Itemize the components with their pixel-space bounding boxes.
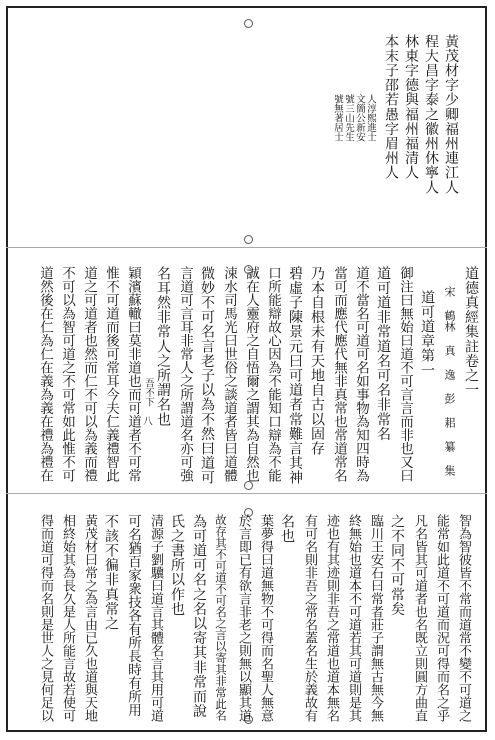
text-column: 誠在人靈府之自悟爾之謂其為自然也 (243, 266, 259, 482)
text-column: 穎濱蘇轍曰莫非道也而可道者不可常 (125, 266, 141, 482)
text-column: 言道可言耳非常人之所謂道名亦可強 (177, 266, 193, 482)
text-column: 凡名皆其可道者也名既立則圓方曲直 (412, 514, 427, 722)
commentator-note: 文簡公新安 (354, 94, 365, 142)
text-column: 御注曰無始曰道不可言言而非也又曰 (397, 266, 413, 482)
volume-title: 道德真經集註卷之一 (463, 266, 479, 398)
text-column: 氏之書所以作也 (169, 514, 185, 617)
text-column: 智為智彼皆不常而道常不變不可道之 (456, 514, 471, 722)
text-column: 道不當名可道可名如事物為知四時為 (353, 266, 369, 482)
text-column: 口所能辯故心因為不能知口辯為不能 (265, 266, 281, 482)
text-column: 名也 (279, 514, 295, 544)
text-column: 終無始也道本不可道若其可道則是其 (346, 514, 361, 722)
commentator-line: 程大昌字泰之徽州休寧人 (423, 34, 439, 195)
binding-hole-1 (244, 19, 253, 28)
text-column: 故存其不可道不可名之言以寄其非常此名 (214, 514, 228, 721)
text-column: 涑水司馬光曰世俗之談道者皆曰道體 (221, 266, 237, 482)
text-column: 微妙不可名言老子以為不然曰道可 (199, 266, 215, 485)
side-note: 八 (141, 416, 152, 426)
text-column: 迹也有其迹則非吾之常道也道本無名 (324, 514, 339, 722)
text-column: 當可而應代應代無非真常也常道常名 (331, 266, 347, 482)
compiler-line: 宋 鶴林 真 逸 彭 耜 纂 集 (443, 286, 456, 476)
binding-hole-2 (244, 235, 253, 244)
commentator-note: 號三山先生 (343, 94, 354, 142)
text-column: 碧虛子陳景元曰可道者常難言其神 (287, 266, 303, 485)
fold-line-1 (6, 247, 487, 248)
text-column: 於言即已有欲言非老之則無以顯其道 (236, 514, 251, 722)
commentator-note: 號無著居士 (332, 94, 343, 142)
text-column: 不可以為智可道之不可常如此惟不可 (59, 266, 75, 482)
text-column: 黃茂材曰常之為言由已久也道與天地 (82, 514, 97, 722)
text-column: 臨川王安石曰常者莊子謂無古無今無 (368, 514, 383, 722)
commentator-list (14, 34, 479, 234)
commentator-line: 黃茂材字少卿福州連江人 (443, 34, 459, 195)
text-column: 名耳然非常人之所謂名也 (155, 266, 171, 427)
text-column: 為可道可名之名以寄其非常而說 (191, 514, 207, 719)
text-column: 可名猶百家衆技各有所長時有所用 (125, 514, 141, 717)
chapter-one-text (14, 266, 479, 486)
chapter-title: 道可道章第一 (419, 290, 435, 378)
commentator-line: 林東字德與福州福清人 (403, 34, 419, 180)
text-column: 之不同不可常矣 (389, 514, 405, 617)
text-column: 道之可道者也然而仁不可以為義而禮 (81, 266, 97, 482)
text-column: 能常如此道不可道而況可得而名之乎 (434, 514, 449, 722)
text-column: 道然後在仁為仁在義為義在禮為禮在 (37, 266, 53, 482)
text-column: 葉夢得曰道無物不可得而名聖人無意 (258, 514, 273, 722)
text-column: 不該不徧非真常之 (103, 514, 119, 631)
text-column: 清源子劉驥曰道言其體名言其用可道 (148, 514, 163, 722)
text-column: 相終始其為長久是人所能言故若使可 (60, 514, 75, 722)
text-column: 得而道可得而名則是世人之見何足以 (38, 514, 53, 722)
side-note: 吾不下 (143, 378, 154, 407)
text-column: 有可名則非吾之常名蓋名生於義故有 (302, 514, 317, 722)
commentary-text (14, 514, 479, 724)
fold-line-2 (6, 493, 487, 494)
text-column: 乃本自根未有天地自古以固存 (309, 266, 325, 456)
text-column: 道可道非常道名可名非常名 (375, 266, 391, 442)
commentator-line: 本末子邵若愚字眉州人 (383, 34, 399, 180)
commentator-note: 人淳熙進士 (365, 94, 376, 142)
text-column: 惟不可道而後可常耳今夫仁義禮智此 (103, 266, 119, 482)
